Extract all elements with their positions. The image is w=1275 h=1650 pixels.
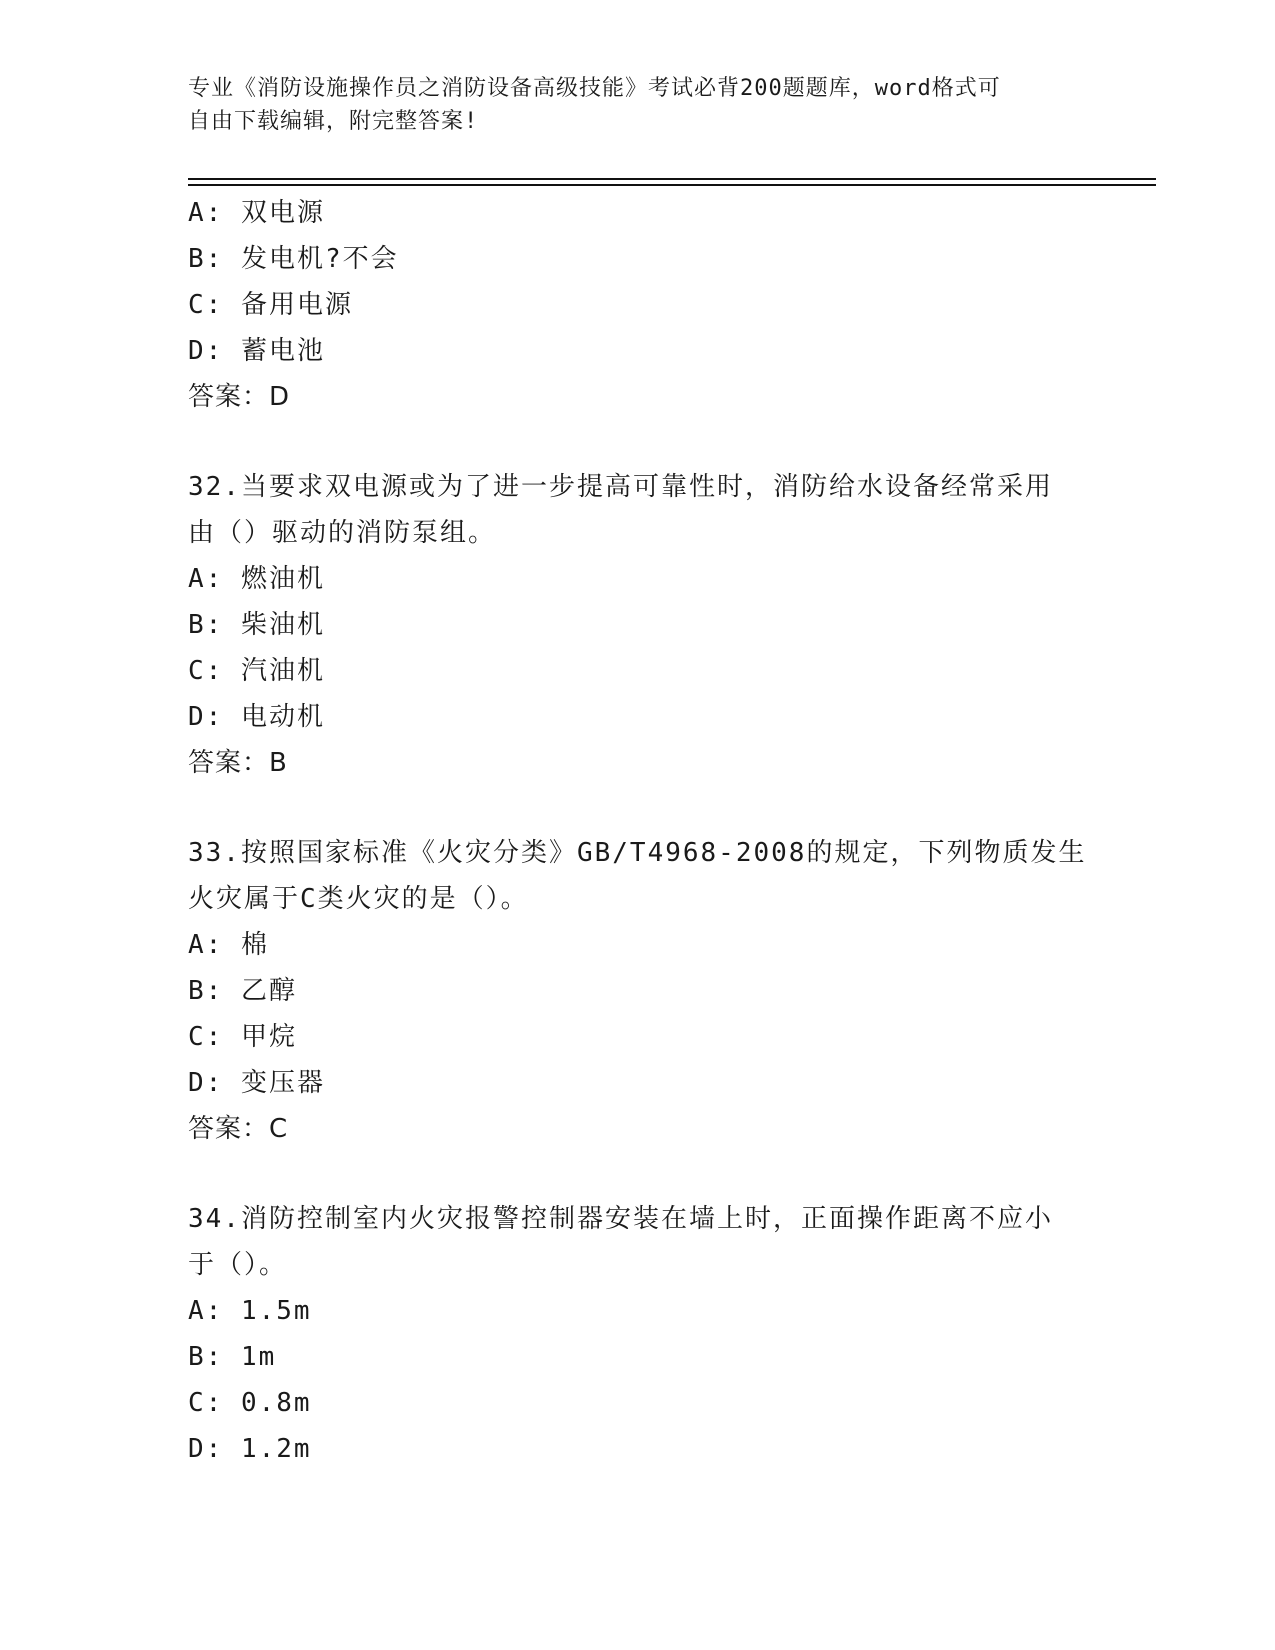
question-stem: [188, 830, 1087, 922]
option-d: D: 电动机: [188, 702, 325, 732]
option-d: D: 蓄电池: [188, 336, 325, 366]
question-32: [188, 464, 1088, 786]
question-list: [188, 190, 1088, 1472]
document-header: [188, 72, 1068, 138]
question-31-tail: [188, 190, 1088, 420]
option-b: B: 1m: [188, 1342, 277, 1372]
header-line-1: 专业《消防设施操作员之消防设备高级技能》考试必背200题题库，word格式可: [188, 76, 1001, 101]
header-rule-top: [188, 178, 1156, 180]
stem-line-2: 由（）驱动的消防泵组。: [188, 518, 497, 548]
question-stem: [188, 464, 1078, 556]
answer-line: 答案：C: [188, 1114, 289, 1144]
option-c: C: 甲烷: [188, 1022, 297, 1052]
stem-line-2: 火灾属于C类火灾的是（）。: [188, 884, 529, 914]
option-b: B: 柴油机: [188, 610, 325, 640]
option-b: B: 乙醇: [188, 976, 297, 1006]
stem-line-2: 于（）。: [188, 1250, 288, 1280]
option-a: A: 1.5m: [188, 1296, 312, 1326]
option-c: C: 汽油机: [188, 656, 325, 686]
option-d: D: 1.2m: [188, 1434, 312, 1464]
stem-line-1: 33.按照国家标准《火灾分类》GB/T4968-2008的规定，下列物质发生: [188, 838, 1087, 868]
question-34: [188, 1196, 1088, 1472]
header-rule-bottom: [188, 184, 1156, 186]
answer-line: 答案：B: [188, 748, 288, 778]
option-b: B: 发电机?不会: [188, 244, 399, 274]
option-c: C: 0.8m: [188, 1388, 312, 1418]
question-33: [188, 830, 1088, 1152]
header-line-2: 自由下载编辑，附完整答案!: [188, 109, 479, 134]
answer-line: 答案：D: [188, 382, 291, 412]
stem-line-1: 34.消防控制室内火灾报警控制器安装在墙上时，正面操作距离不应小: [188, 1204, 1053, 1234]
question-stem: [188, 1196, 1078, 1288]
option-a: A: 棉: [188, 930, 269, 960]
option-a: A: 燃油机: [188, 564, 325, 594]
option-c: C: 备用电源: [188, 290, 353, 320]
stem-line-1: 32.当要求双电源或为了进一步提高可靠性时，消防给水设备经常采用: [188, 472, 1053, 502]
option-a: A: 双电源: [188, 198, 325, 228]
option-d: D: 变压器: [188, 1068, 325, 1098]
